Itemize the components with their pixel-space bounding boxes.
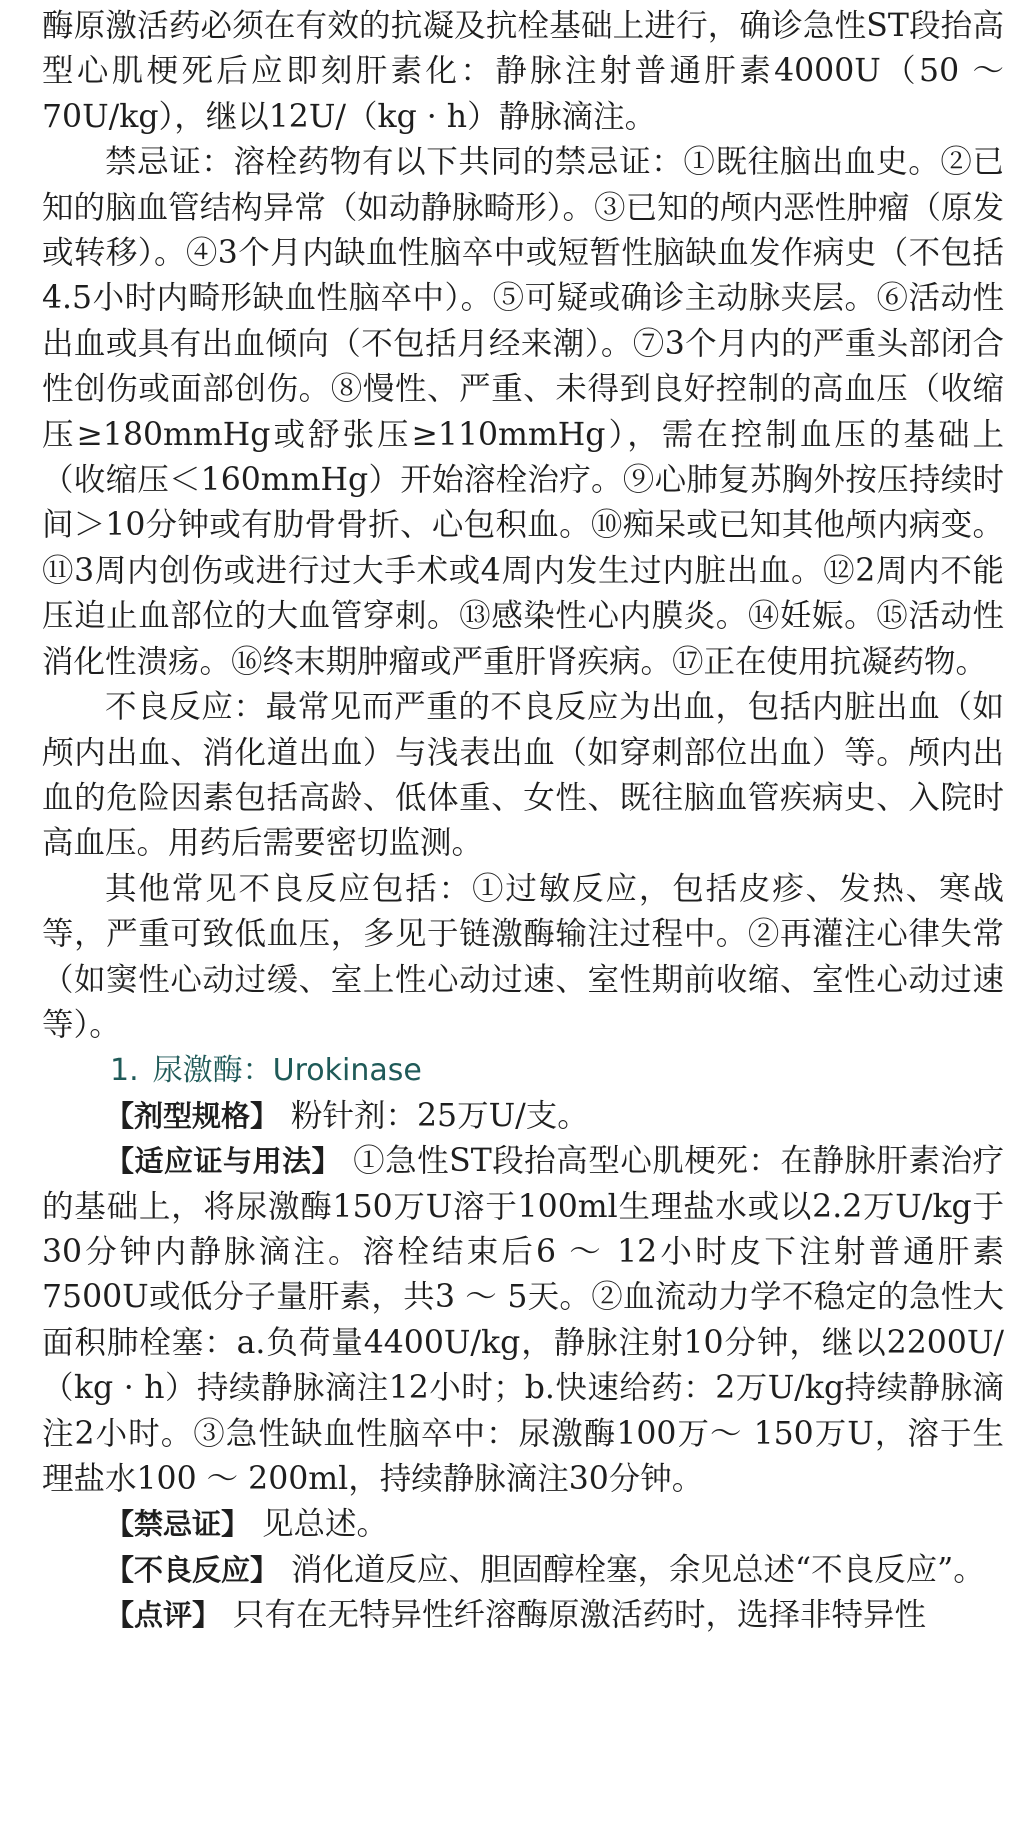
section-contraindications xyxy=(42,1502,1004,1547)
paragraph-contraindications: 禁忌证：溶栓药物有以下共同的禁忌证：①既往脑出血史。②已知的脑血管结构异常（如动静脉畸形）。③已知的颅内恶性肿瘤（原发或转移）。④3个月内缺血性脑卒中或短暂性脑缺血发作病史（不包括4.5小时内畸形缺血性脑卒中）。⑤可疑或确诊主动脉夹层。⑥活动性出血或具有出血倾向（不包括月经来潮）。⑦3个月内的严重头部闭合性创伤或面部创伤。⑧慢性、严重、未得到良好控制的高血压（收缩压≥180mmHg或舒张压≥110mmHg），需在控制血压的基础上（收缩压＜160mmHg）开始溶栓治疗。⑨心肺复苏胸外按压持续时间＞10分钟或有肋骨骨折、心包积血。⑩痴呆或已知其他颅内病变。⑪3周内创伤或进行过大手术或4周内发生过内脏出血。⑫2周内不能压迫止血部位的大血管穿刺。⑬感染性心内膜炎。⑭妊娠。⑮活动性消化性溃疡。⑯终末期肿瘤或严重肝肾疾病。⑰正在使用抗凝药物。 xyxy=(42,144,1004,680)
section-adverse-reactions xyxy=(42,1548,1004,1593)
section-label: 【禁忌证】 xyxy=(105,1507,251,1542)
section-label: 【剂型规格】 xyxy=(105,1098,280,1133)
section-indications-usage xyxy=(42,1139,1004,1502)
drug-heading xyxy=(42,1048,1004,1093)
section-text: 消化道反应、胆固醇栓塞，余见总述“不良反应”。 xyxy=(291,1551,985,1588)
section-text: 只有在无特异性纤溶酶原激活药时，选择非特异性 xyxy=(233,1597,927,1634)
section-text: 见总述。 xyxy=(262,1506,389,1543)
section-label: 【适应证与用法】 xyxy=(105,1144,342,1179)
section-text: ①急性ST段抬高型心肌梗死：在静脉肝素治疗的基础上，将尿激酶150万U溶于100ml生理盐水或以2.2万U/kg于30分钟内静脉滴注。溶栓结束后6 ～ 12小时皮下注射普通肝素7500U或低分子量肝素，共3 ～ 5天。②血流动力学不稳定的急性大面积肺栓塞：a.负荷量4400U/kg，静脉注射10分钟，继以2200U/（kg · h）持续静脉滴注12小时；b.快速给药：2万U/kg持续静脉滴注2小时。③急性缺血性脑卒中：尿激酶100万～ 150万U，溶于生理盐水100 ～ 200ml，持续静脉滴注30分钟。 xyxy=(42,1143,1004,1497)
drug-heading-number: 1. xyxy=(110,1053,139,1089)
paragraph-other-adverse-reactions: 其他常见不良反应包括：①过敏反应，包括皮疹、发热、寒战等，严重可致低血压，多见于链激酶输注过程中。②再灌注心律失常（如窦性心动过缓、室上性心动过速、室性期前收缩、室性心动过速等）。 xyxy=(42,870,1004,1043)
drug-heading-title: 尿激酶：Urokinase xyxy=(152,1053,422,1089)
section-dosage-form xyxy=(42,1094,1004,1139)
document-page xyxy=(42,4,1004,1639)
section-text: 粉针剂：25万U/支。 xyxy=(291,1097,589,1134)
section-label: 【点评】 xyxy=(105,1598,222,1633)
section-comment xyxy=(42,1593,1004,1638)
paragraph-adverse-reactions: 不良反应：最常见而严重的不良反应为出血，包括内脏出血（如颅内出血、消化道出血）与浅表出血（如穿刺部位出血）等。颅内出血的危险因素包括高龄、低体重、女性、既往脑血管疾病史、入院时高血压。用药后需要密切监测。 xyxy=(42,689,1004,862)
paragraph-heparinization: 酶原激活药必须在有效的抗凝及抗栓基础上进行，确诊急性ST段抬高型心肌梗死后应即刻肝素化：静脉注射普通肝素4000U（50 ～ 70U/kg），继以12U/（kg · h）静脉滴注。 xyxy=(42,8,1004,135)
section-label: 【不良反应】 xyxy=(105,1552,280,1587)
